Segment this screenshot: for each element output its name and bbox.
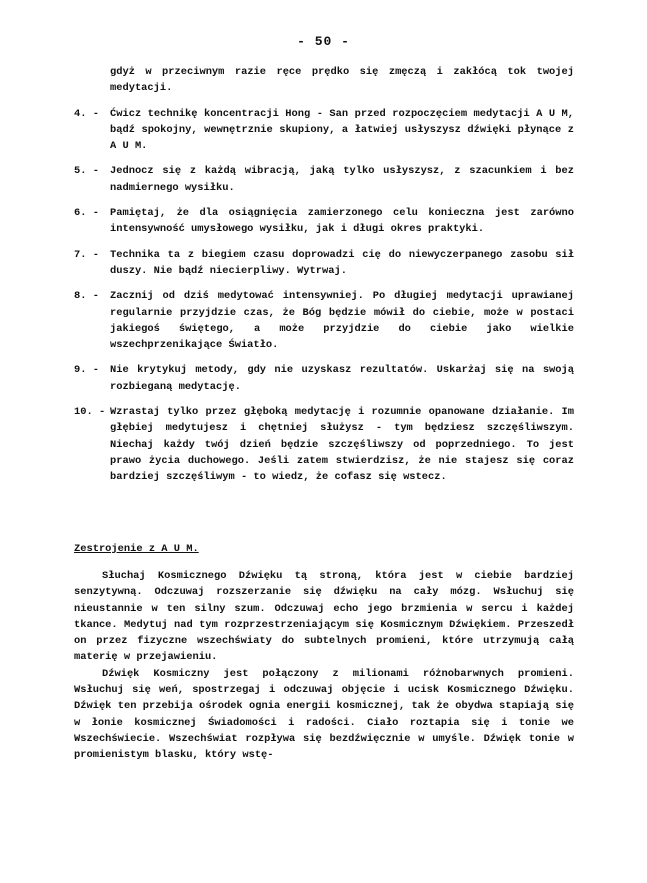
list-item (74, 404, 574, 485)
item-text: gdyż w przeciwnym razie ręce prędko się zmęczą i zakłócą tok twojej medytacji. (110, 66, 574, 95)
paragraph: Dźwięk Kosmiczny jest połączony z milionami różnobarwnych promieni. Wsłuchuj się weń, spostrzegaj i odczuwaj objęcie i ucisk Kosmicznego Dźwięku. Dźwięk ten przebija ośrodek ognia energii kosmicznej, tak że obydwa stapiają się w łonie kosmicznej Świadomości i radości. Ciało roztapia się i tonie we Wszechświecie. Wszechświat rozpływa się bezdźwięcznie w umyśle. Dźwięk tonie w promienistym blasku, który wstę- (74, 667, 574, 762)
item-text: Pamiętaj, że dla osiągnięcia zamierzonego celu konieczna jest zarówno intensywność umysłowego wysiłku, jak i długi okres praktyki. (110, 207, 574, 236)
item-number: 6. - (74, 207, 99, 220)
item-text: Wzrastaj tylko przez głęboką medytację i rozumnie opanowane działanie. Im głębiej medytujesz i chętniej służysz - tym będziesz szczęśliwszym. Niechaj każdy twój dzień będzie szczęśliwszy od poprzedniego. To jest prawo życia duchowego. Jeśli zatem stwierdzisz, że nie stajesz się coraz bardziej szczęśliwym - to wiedz, że cofasz się wstecz. (110, 406, 574, 484)
list-item (74, 163, 574, 196)
numbered-list (74, 64, 574, 495)
item-number: 9. - (74, 364, 99, 377)
list-item (74, 106, 574, 155)
page-number: - 50 - (297, 34, 350, 49)
section-heading: Zestrojenie z A U M. (74, 543, 199, 555)
list-item (74, 64, 574, 97)
list-item (74, 205, 574, 238)
item-text: Nie krytykuj metody, gdy nie uzyskasz rezultatów. Uskarżaj się na swoją rozbieganą medytację. (110, 364, 574, 393)
item-text: Ćwicz technikę koncentracji Hong - San przed rozpoczęciem medytacji A U M, bądź spokojny, wewnętrznie skupiony, a łatwiej usłyszysz dźwięki płynące z A U M. (110, 107, 574, 153)
paragraph: Słuchaj Kosmicznego Dźwięku tą stroną, która jest w ciebie bardziej senzytywną. Odczuwaj rozszerzanie się dźwięku na cały mózg. Wsłuchuj się nieustannie w ten silny szum. Odczuwaj echo jego brzmienia w sercu i każdej tkance. Medytuj nad tym rozprzestrzeniającym się Kosmicznym Dźwiękiem. Przeszedł on przez fizyczne wszechświaty do subtelnych promieni, które utrzymują całą materię w przejawieniu. (74, 570, 574, 664)
item-text: Jednocz się z każdą wibracją, jaką tylko usłyszysz, z szacunkiem i bez nadmiernego wysiłku. (110, 165, 574, 194)
item-text: Zacznij od dziś medytować intensywniej. Po długiej medytacji uprawianej regularnie przyjdzie czas, że Bóg będzie mówił do ciebie, może w postaci jakiegoś świętego, a może przyjdzie do ciebie jako wielkie wszechprzenikające Światło. (110, 290, 574, 352)
item-number: 4. - (74, 107, 99, 120)
list-item (74, 288, 574, 353)
item-number: 7. - (74, 248, 99, 261)
item-number: 8. - (74, 290, 99, 303)
section-body (74, 568, 574, 764)
item-number: 10. - (74, 406, 106, 419)
item-text: Technika ta z biegiem czasu doprowadzi cię do niewyczerpanego zasobu sił duszy. Nie bądź niecierpliwy. Wytrwaj. (110, 248, 574, 277)
list-item (74, 362, 574, 395)
list-item (74, 247, 574, 280)
item-number: 5. - (74, 165, 99, 178)
